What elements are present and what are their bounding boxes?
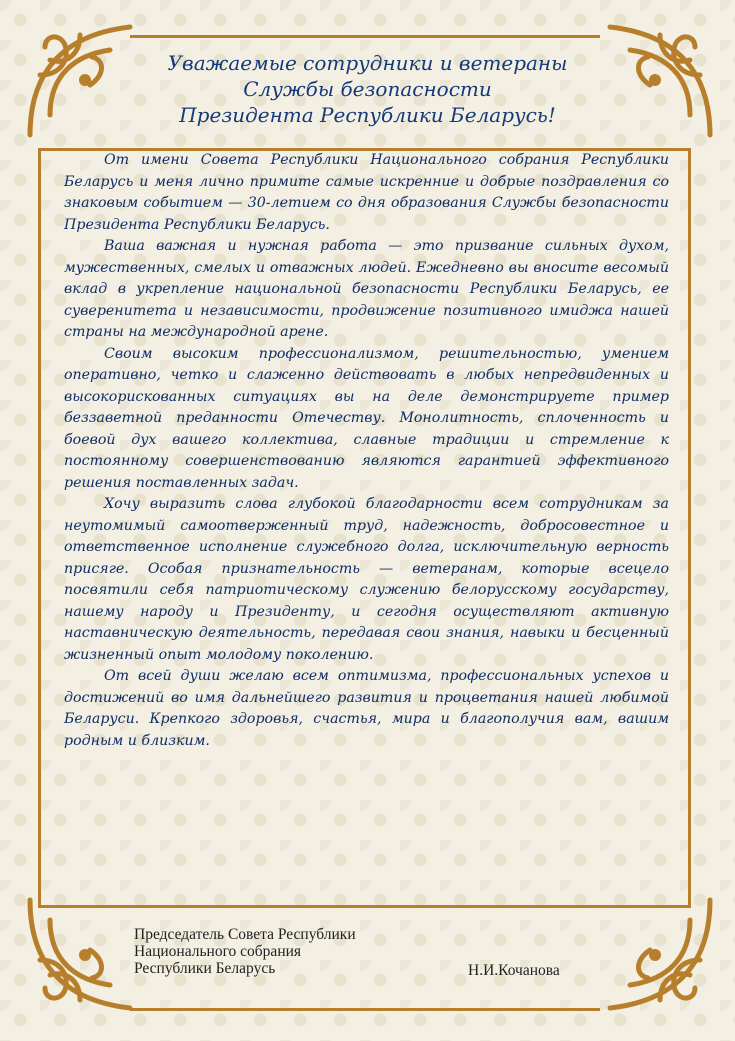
greeting-title bbox=[100, 50, 635, 128]
paragraph: От имени Совета Республики Национального собрания Республики Беларусь и меня лично примите самые искренние и добрые поздравления со знаковым событием — 30-летием со дня образования Службы безопасности Президента Республики Беларусь. bbox=[64, 152, 669, 233]
ornament-corner-bottom-left-icon bbox=[20, 890, 150, 1020]
paragraph: Хочу выразить слова глубокой благодарности всем сотрудникам за неутомимый самоотверженный труд, надежность, добросовестное и ответственное исполнение служебного долга, исключительную верность присяге. Особая признательность — ветеранам, которые всецело посвятили себя патриотическому служению белорусскому государству, нашему народу и Президенту, и сегодня осуществляют активную наставническую деятельность, передавая свои знания, навыки и бесценный жизненный опыт молодому поколению. bbox=[64, 496, 669, 663]
title-line: Президента Республики Беларусь! bbox=[179, 103, 556, 127]
signature-line: Республики Беларусь bbox=[134, 960, 276, 977]
signature-line: Национального собрания bbox=[134, 943, 302, 960]
paragraph: Ваша важная и нужная работа — это призвание сильных духом, мужественных, смелых и отважных людей. Ежедневно вы вносите весомый вклад в укрепление национальной безопасности Республики Беларусь, ее суверенитета и независимости, продвижение позитивного имиджа нашей страны на международной арене. bbox=[64, 238, 669, 340]
bottom-border-line bbox=[130, 1008, 600, 1011]
signature-line: Председатель Совета Республики bbox=[134, 926, 356, 943]
paragraph: Своим высоким профессионализмом, решительностью, умением оперативно, четко и слаженно действовать в любых непредвиденных и высокорискованных ситуациях вы на деле демонстрируете пример беззаветной преданности Отечеству. Монолитность, сплоченность и боевой дух вашего коллектива, славные традиции и стремление к постоянному совершенствованию являются гарантией эффективного решения поставленных задач. bbox=[64, 345, 669, 491]
paragraph: От всей души желаю всем оптимизма, профессиональных успехов и достижений во имя дальнейшего развития и процветания нашей любимой Беларуси. Крепкого здоровья, счастья, мира и благополучия вам, вашим родным и близким. bbox=[64, 668, 669, 749]
title-line: Службы безопасности bbox=[243, 77, 492, 101]
top-border-line bbox=[130, 35, 600, 38]
title-line: Уважаемые сотрудники и ветераны bbox=[167, 51, 568, 75]
letter-body bbox=[64, 150, 669, 752]
ornament-corner-bottom-right-icon bbox=[590, 890, 720, 1020]
signatory-name: Н.И.Кочанова bbox=[468, 962, 560, 979]
